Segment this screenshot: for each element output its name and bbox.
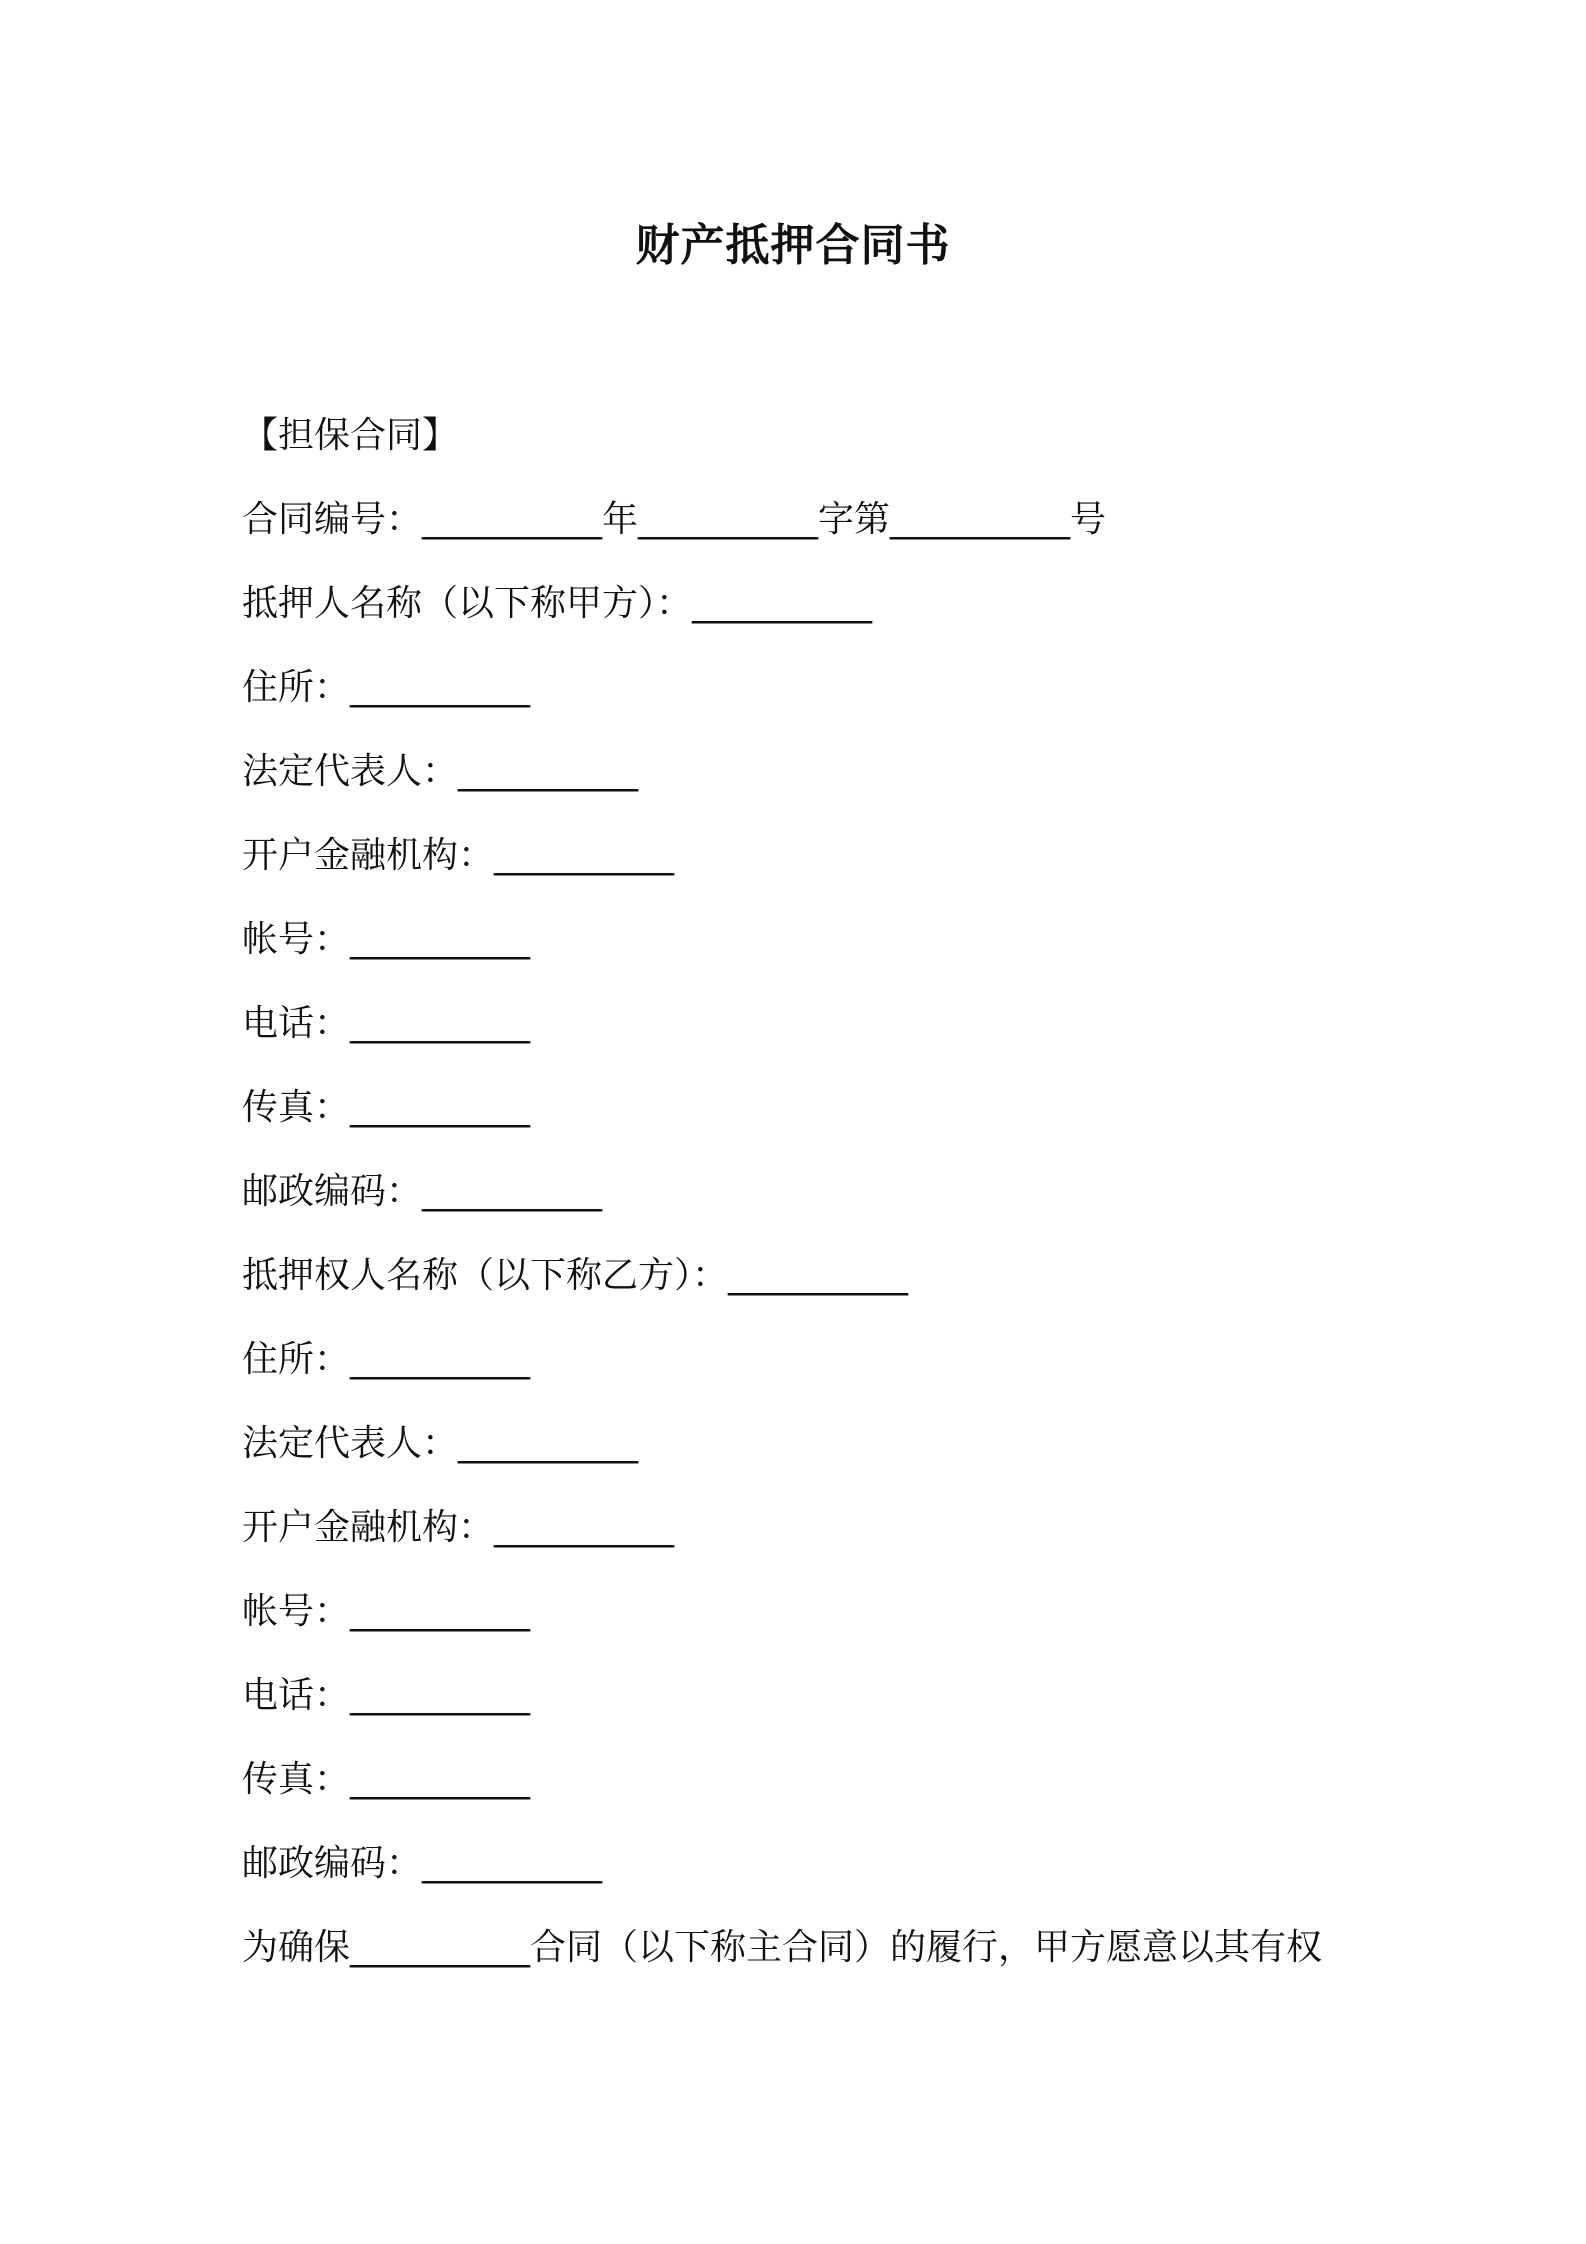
body-paragraph-line: 为确保__________合同（以下称主合同）的履行，甲方愿意以其有权 — [242, 1927, 1323, 1968]
mortgagee-name-line: 抵押权人名称（以下称乙方）：__________ — [242, 1255, 909, 1296]
mortgagor-legal-rep-line: 法定代表人：__________ — [242, 751, 639, 792]
mortgagee-phone-line: 电话：__________ — [242, 1675, 531, 1716]
mortgagor-bank-line: 开户金融机构：__________ — [242, 835, 675, 876]
mortgagor-fax-line: 传真：__________ — [242, 1087, 531, 1128]
mortgagor-account-line: 帐号：__________ — [242, 919, 531, 960]
mortgagor-name-line: 抵押人名称（以下称甲方）：__________ — [242, 583, 873, 624]
mortgagor-postcode-line: 邮政编码：__________ — [242, 1171, 603, 1212]
mortgagor-phone-line: 电话：__________ — [242, 1003, 531, 1044]
mortgagee-legal-rep-line: 法定代表人：__________ — [242, 1423, 639, 1464]
page-title: 财产抵押合同书 — [635, 220, 951, 271]
section-heading: 【担保合同】 — [242, 415, 459, 456]
mortgagee-address-line: 住所：__________ — [242, 1339, 531, 1380]
document-body — [242, 410, 1442, 2006]
mortgagee-bank-line: 开户金融机构：__________ — [242, 1507, 675, 1548]
mortgagee-postcode-line: 邮政编码：__________ — [242, 1843, 603, 1884]
mortgagor-address-line: 住所：__________ — [242, 667, 531, 708]
contract-number-line: 合同编号：__________年__________字第__________号 — [242, 499, 1107, 540]
mortgagee-account-line: 帐号：__________ — [242, 1591, 531, 1632]
mortgagee-fax-line: 传真：__________ — [242, 1759, 531, 1800]
